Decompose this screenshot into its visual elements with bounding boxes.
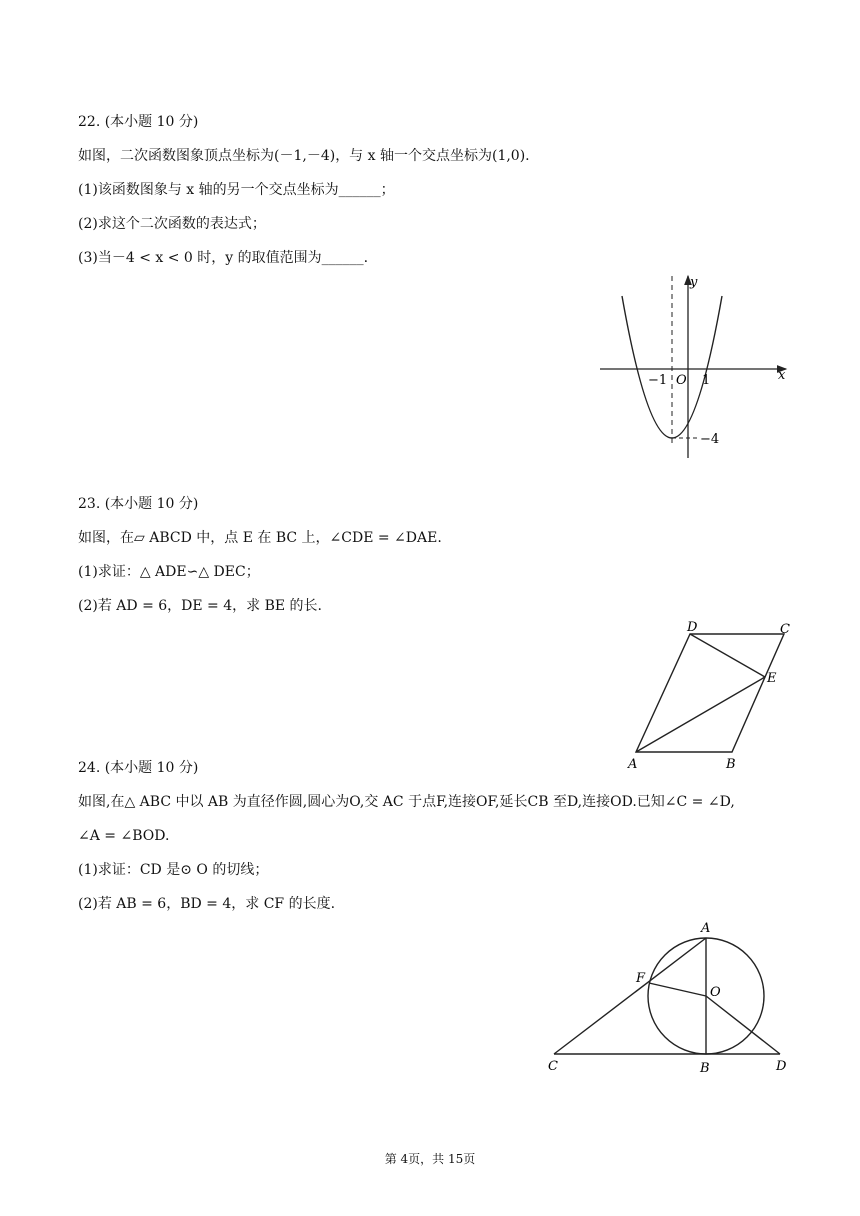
point-d-label: D	[687, 620, 698, 635]
q23-part1: (1)求证：△ ADE∽△ DEC；	[78, 564, 260, 580]
point-b-label: B	[700, 1061, 710, 1076]
q23-part2: (2)若 AD = 6，DE = 4，求 BE 的长.	[78, 598, 322, 614]
segment-of	[649, 983, 706, 996]
point-a-label: A	[701, 921, 711, 936]
q23-parallelogram-figure	[620, 616, 800, 776]
q24-header: 24. (本小题 10 分)	[78, 760, 199, 776]
q22-part3: (3)当－4 < x < 0 时，y 的取值范围为______.	[78, 250, 369, 266]
q24-stem-line1: 如图,在△ ABC 中以 AB 为直径作圆,圆心为O,交 AC 于点F,连接OF,延长CB 至D,连接OD.已知∠C = ∠D,	[78, 794, 735, 810]
q22-parabola-figure	[590, 268, 800, 468]
origin-label: O	[676, 373, 687, 388]
page-footer: 第 4页，共 15页	[384, 1152, 476, 1166]
segment-ca	[554, 938, 706, 1054]
point-e-label: E	[767, 671, 777, 686]
point-f-label: F	[636, 971, 646, 986]
q22-part1: (1)该函数图象与 x 轴的另一个交点坐标为______；	[78, 182, 395, 198]
tick-neg1-label: −1	[648, 373, 668, 388]
point-b-label: B	[726, 757, 736, 772]
parallelogram-abcd	[636, 634, 784, 752]
q24-part1: (1)求证：CD 是⊙ O 的切线；	[78, 862, 269, 878]
q22-stem: 如图，二次函数图象顶点坐标为(－1,－4)，与 x 轴一个交点坐标为(1,0).	[78, 148, 530, 164]
point-d-label: D	[776, 1059, 787, 1074]
tick-neg4-label: −4	[700, 432, 720, 447]
q22-part2: (2)求这个二次函数的表达式；	[78, 216, 266, 232]
segment-de	[690, 634, 765, 677]
q22-header: 22. (本小题 10 分)	[78, 114, 199, 130]
segment-ae	[636, 677, 765, 752]
q24-circle-figure	[540, 914, 800, 1082]
q23-header: 23. (本小题 10 分)	[78, 496, 199, 512]
q24-part2: (2)若 AB = 6，BD = 4，求 CF 的长度.	[78, 896, 336, 912]
q24-stem-line2: ∠A = ∠BOD.	[78, 828, 170, 844]
x-axis-label: x	[778, 368, 786, 383]
segment-od	[706, 996, 780, 1054]
q23-stem: 如图，在▱ ABCD 中，点 E 在 BC 上，∠CDE = ∠DAE.	[78, 530, 442, 546]
point-c-label: C	[548, 1059, 558, 1074]
point-a-label: A	[628, 757, 638, 772]
point-o-label: O	[710, 985, 721, 1000]
y-axis-label: y	[690, 275, 698, 290]
tick-1-label: 1	[702, 373, 711, 388]
point-c-label: C	[780, 622, 790, 637]
